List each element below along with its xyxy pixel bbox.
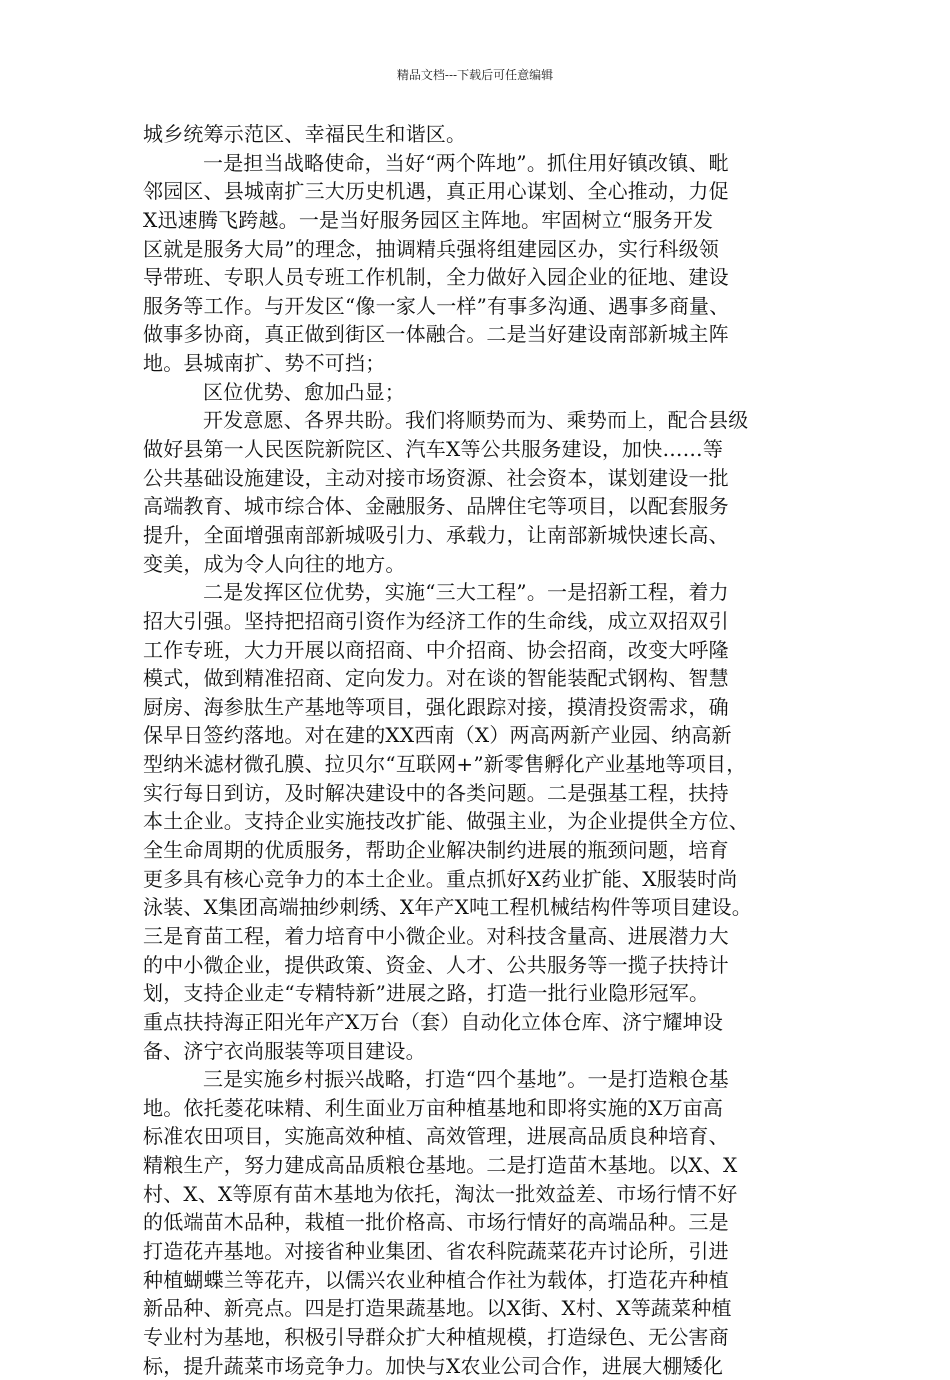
text-line: 开发意愿、各界共盼。我们将顺势而为、乘势而上，配合县级 — [203, 408, 749, 433]
text-line: 划，支持企业走“专精特新”进展之路，打造一批行业隐形冠军。 — [143, 981, 710, 1006]
text-line: 精粮生产，努力建成高品质粮仓基地。二是打造苗木基地。以X、X — [143, 1153, 738, 1178]
text-line: 二是发挥区位优势，实施“三大工程”。一是招新工程，着力 — [203, 580, 729, 605]
text-line: 地。依托菱花味精、利生面业万亩种植基地和即将实施的X万亩高 — [143, 1095, 724, 1120]
text-line: 导带班、专职人员专班工作机制，全力做好入园企业的征地、建设 — [143, 265, 729, 290]
text-line: 种植蝴蝶兰等花卉，以儒兴农业种植合作社为载体，打造花卉种植 — [143, 1267, 729, 1292]
text-line: 本土企业。支持企业实施技改扩能、做强主业，为企业提供全方位、 — [143, 809, 749, 834]
text-line: 公共基础设施建设，主动对接市场资源、社会资本，谋划建设一批 — [143, 465, 729, 490]
document-body — [143, 120, 808, 1380]
text-line: 做好县第一人民医院新院区、汽车X等公共服务建设，加快……等 — [143, 437, 724, 462]
text-line: 全生命周期的优质服务，帮助企业解决制约进展的瓶颈问题，培育 — [143, 838, 729, 863]
text-line: 实行每日到访，及时解决建设中的各类问题。二是强基工程，扶持 — [143, 780, 729, 805]
text-line: 重点扶持海正阳光年产X万台（套）自动化立体仓库、济宁耀坤设 — [143, 1009, 724, 1034]
text-line: 区就是服务大局”的理念，抽调精兵强将组建园区办，实行科级领 — [143, 236, 720, 261]
text-line: 的低端苗木品种，栽植一批价格高、市场行情好的高端品种。三是 — [143, 1210, 729, 1235]
text-line: 招大引强。坚持把招商引资作为经济工作的生命线，成立双招双引 — [143, 608, 729, 633]
text-line: 村、X、X等原有苗木基地为依托，淘汰一批效益差、市场行情不好 — [143, 1181, 738, 1206]
text-line: 备、济宁衣尚服装等项目建设。 — [143, 1038, 426, 1063]
text-line: 邻园区、县城南扩三大历史机遇，真正用心谋划、全心推动，力促 — [143, 179, 729, 204]
text-line: 区位优势、愈加凸显； — [203, 379, 405, 404]
text-line: 标准农田项目，实施高效种植、高效管理，进展高品质良种培育、 — [143, 1124, 729, 1149]
text-line: 标，提升蔬菜市场竞争力。加快与X农业公司合作，进展大棚矮化 — [143, 1353, 724, 1378]
text-line: 型纳米滤材微孔膜、拉贝尔“互联网+”新零售孵化产业基地等项目， — [143, 752, 747, 777]
text-line: 专业村为基地，积极引导群众扩大种植规模，打造绿色、无公害商 — [143, 1324, 729, 1349]
text-line: 城乡统筹示范区、幸福民生和谐区。 — [143, 122, 467, 146]
text-line: 新品种、新亮点。四是打造果蔬基地。以X街、X村、X等蔬菜种植 — [143, 1296, 732, 1321]
text-line: 工作专班，大力开展以商招商、中介招商、协会招商，改变大呼隆 — [143, 637, 729, 662]
text-line: 模式，做到精准招商、定向发力。对在谈的智能装配式钢构、智慧 — [143, 666, 729, 691]
text-line: 打造花卉基地。对接省种业集团、省农科院蔬菜花卉讨论所，引进 — [143, 1238, 729, 1263]
text-line: 变美，成为令人向往的地方。 — [143, 551, 406, 576]
page-header: 精品文档---下载后可任意编辑 — [396, 68, 554, 82]
text-line: 厨房、海参肽生产基地等项目，强化跟踪对接，摸清投资需求，确 — [143, 694, 729, 719]
text-line: 地。县城南扩、势不可挡； — [143, 351, 386, 376]
text-line: 一是担当战略使命，当好“两个阵地”。抓住用好镇改镇、毗 — [203, 150, 729, 175]
text-line: 做事多协商，真正做到街区一体融合。二是当好建设南部新城主阵 — [143, 322, 729, 347]
text-line: 提升，全面增强南部新城吸引力、承载力，让南部新城快速长高、 — [143, 522, 729, 547]
text-line: 高端教育、城市综合体、金融服务、品牌住宅等项目，以配套服务 — [143, 494, 729, 519]
text-line: 三是育苗工程，着力培育中小微企业。对科技含量高、进展潜力大 — [143, 923, 729, 948]
text-line: 泳装、X集团高端抽纱刺绣、X年产X吨工程机械结构件等项目建设。 — [143, 895, 752, 920]
text-line: X迅速腾飞跨越。一是当好服务园区主阵地。牢固树立“服务开发 — [143, 207, 714, 232]
text-line: 保早日签约落地。对在建的XX西南（X）两高两新产业园、纳高新 — [143, 723, 732, 748]
text-line: 三是实施乡村振兴战略，打造“四个基地”。一是打造粮仓基 — [203, 1067, 729, 1092]
text-line: 更多具有核心竞争力的本土企业。重点抓好X药业扩能、X服装时尚 — [143, 866, 738, 891]
text-line: 的中小微企业，提供政策、资金、人才、公共服务等一揽子扶持计 — [143, 952, 729, 977]
text-line: 服务等工作。与开发区“像一家人一样”有事多沟通、遇事多商量、 — [143, 293, 730, 318]
